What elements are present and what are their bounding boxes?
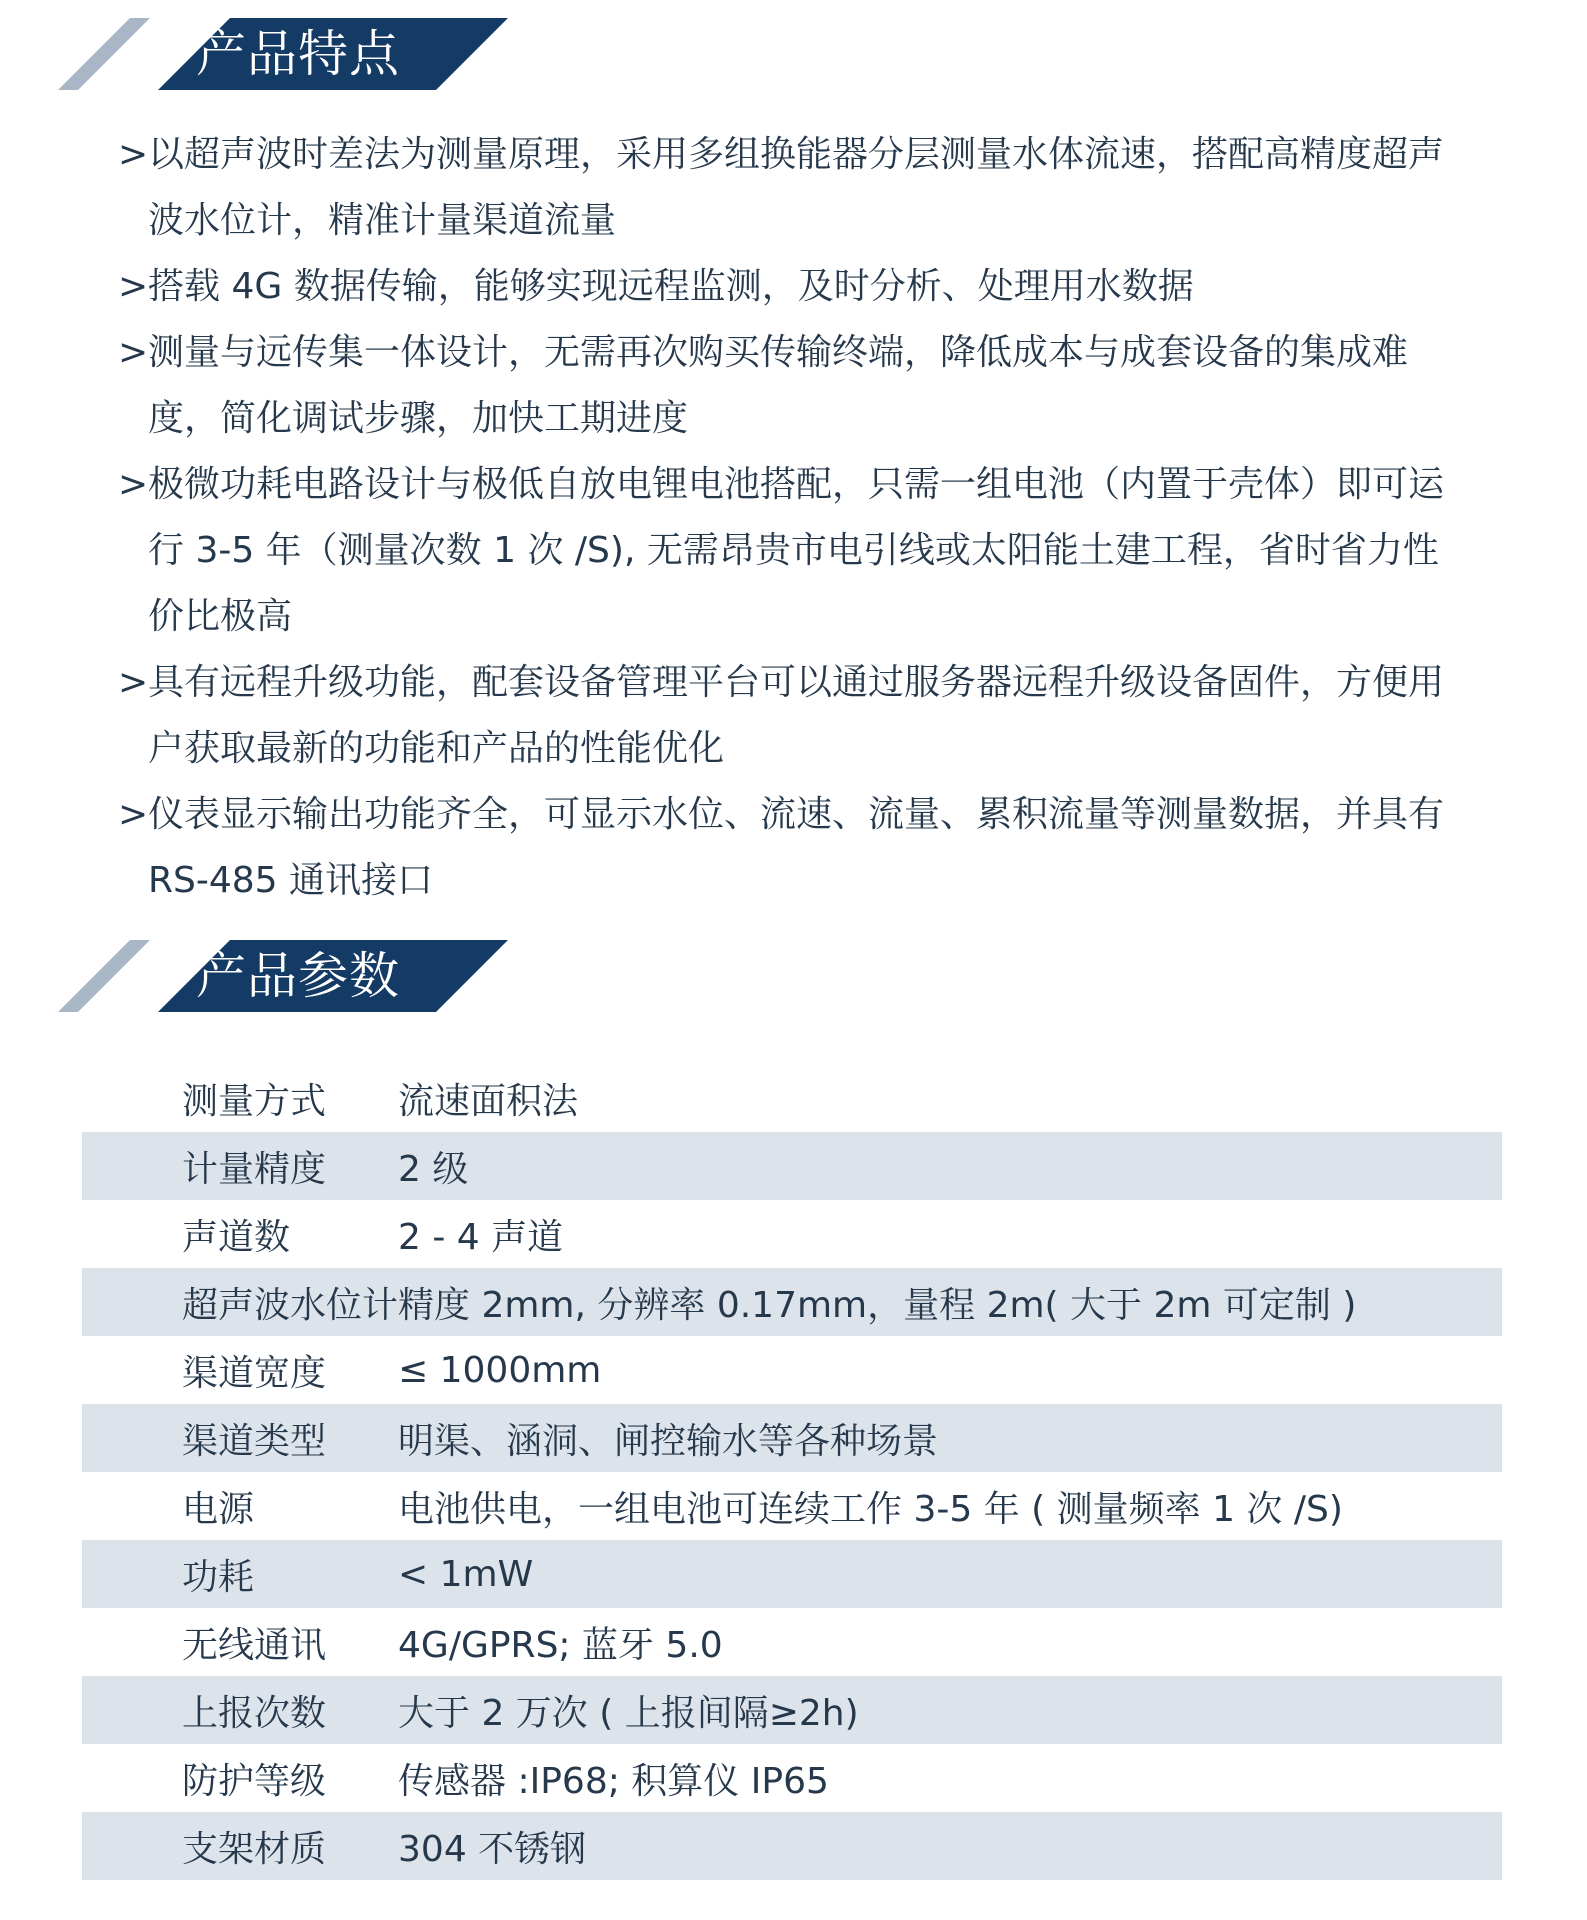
feature-text: 以超声波时差法为测量原理，采用多组换能器分层测量水体流速，搭配高精度超声波水位计，精准计量渠道流量 xyxy=(148,134,1445,241)
param-row xyxy=(82,1608,1502,1676)
params-table xyxy=(82,1064,1502,1880)
param-row xyxy=(82,1472,1502,1540)
param-row xyxy=(82,1200,1502,1268)
param-row xyxy=(82,1132,1502,1200)
feature-text: 极微功耗电路设计与极低自放电锂电池搭配，只需一组电池（内置于壳体）即可运行 3-5 年（测量次数 1 次 /S), 无需昂贵市电引线或太阳能土建工程，省时省力性价比极高 xyxy=(148,464,1445,637)
feature-item xyxy=(118,320,1468,452)
param-name: 测量方式 xyxy=(182,1080,327,1122)
param-value: 电池供电，一组电池可连续工作 3-5 年 ( 测量频率 1 次 /S) xyxy=(398,1488,1343,1530)
param-name: 支架材质 xyxy=(82,1812,398,1880)
feature-text: 测量与远传集一体设计，无需再次购买传输终端，降低成本与成套设备的集成难度，简化调试步骤，加快工期进度 xyxy=(148,332,1409,439)
params-section-header xyxy=(58,940,508,1012)
feature-text: 具有远程升级功能，配套设备管理平台可以通过服务器远程升级设备固件，方便用户获取最新的功能和产品的性能优化 xyxy=(148,662,1445,769)
feature-item xyxy=(118,650,1468,782)
param-value: 4G/GPRS; 蓝牙 5.0 xyxy=(398,1624,723,1666)
param-name: 超声波水位计 xyxy=(82,1268,398,1336)
param-row xyxy=(82,1744,1502,1812)
feature-text: 仪表显示输出功能齐全，可显示水位、流速、流量、累积流量等测量数据，并具有 RS-485 通讯接口 xyxy=(148,794,1445,901)
param-name: 无线通讯 xyxy=(182,1624,327,1666)
param-value: ≤ 1000mm xyxy=(398,1349,602,1391)
param-row xyxy=(82,1812,1502,1880)
param-name: 渠道宽度 xyxy=(182,1352,327,1394)
param-value: 大于 2 万次 ( 上报间隔≥2h) xyxy=(398,1676,1502,1744)
param-value: 304 不锈钢 xyxy=(398,1812,1502,1880)
param-row xyxy=(82,1404,1502,1472)
param-row xyxy=(82,1336,1502,1404)
param-row xyxy=(82,1064,1502,1132)
feature-item xyxy=(118,122,1468,254)
feature-item xyxy=(118,254,1468,320)
param-value: 2 - 4 声道 xyxy=(398,1216,564,1258)
bullet-arrow-icon: > xyxy=(118,794,149,835)
param-value: 精度 2mm, 分辨率 0.17mm，量程 2m( 大于 2m 可定制 ) xyxy=(398,1268,1502,1336)
param-value: 传感器 :IP68; 积算仪 IP65 xyxy=(398,1760,829,1802)
features-list xyxy=(118,122,1468,914)
param-name: 上报次数 xyxy=(82,1676,398,1744)
feature-item xyxy=(118,782,1468,914)
param-name: 计量精度 xyxy=(82,1132,398,1200)
param-row xyxy=(82,1268,1502,1336)
bullet-arrow-icon: > xyxy=(118,464,149,505)
param-value: 明渠、涵洞、闸控输水等各种场景 xyxy=(398,1404,1502,1472)
features-section-header xyxy=(58,18,508,90)
feature-item xyxy=(118,452,1468,650)
param-value: 2 级 xyxy=(398,1132,1502,1200)
bullet-arrow-icon: > xyxy=(118,332,149,373)
feature-text: 搭载 4G 数据传输，能够实现远程监测，及时分析、处理用水数据 xyxy=(148,266,1194,307)
param-value: < 1mW xyxy=(398,1540,1502,1608)
bullet-arrow-icon: > xyxy=(118,266,149,307)
bullet-arrow-icon: > xyxy=(118,134,149,175)
param-row xyxy=(82,1676,1502,1744)
params-section-title: 产品参数 xyxy=(196,947,400,1005)
param-name: 防护等级 xyxy=(182,1760,327,1802)
features-section-title: 产品特点 xyxy=(196,25,400,83)
param-row xyxy=(82,1540,1502,1608)
param-name: 渠道类型 xyxy=(82,1404,398,1472)
param-name: 声道数 xyxy=(182,1216,291,1258)
param-name: 功耗 xyxy=(82,1540,398,1608)
bullet-arrow-icon: > xyxy=(118,662,149,703)
param-value: 流速面积法 xyxy=(398,1080,579,1122)
param-name: 电源 xyxy=(182,1488,255,1530)
